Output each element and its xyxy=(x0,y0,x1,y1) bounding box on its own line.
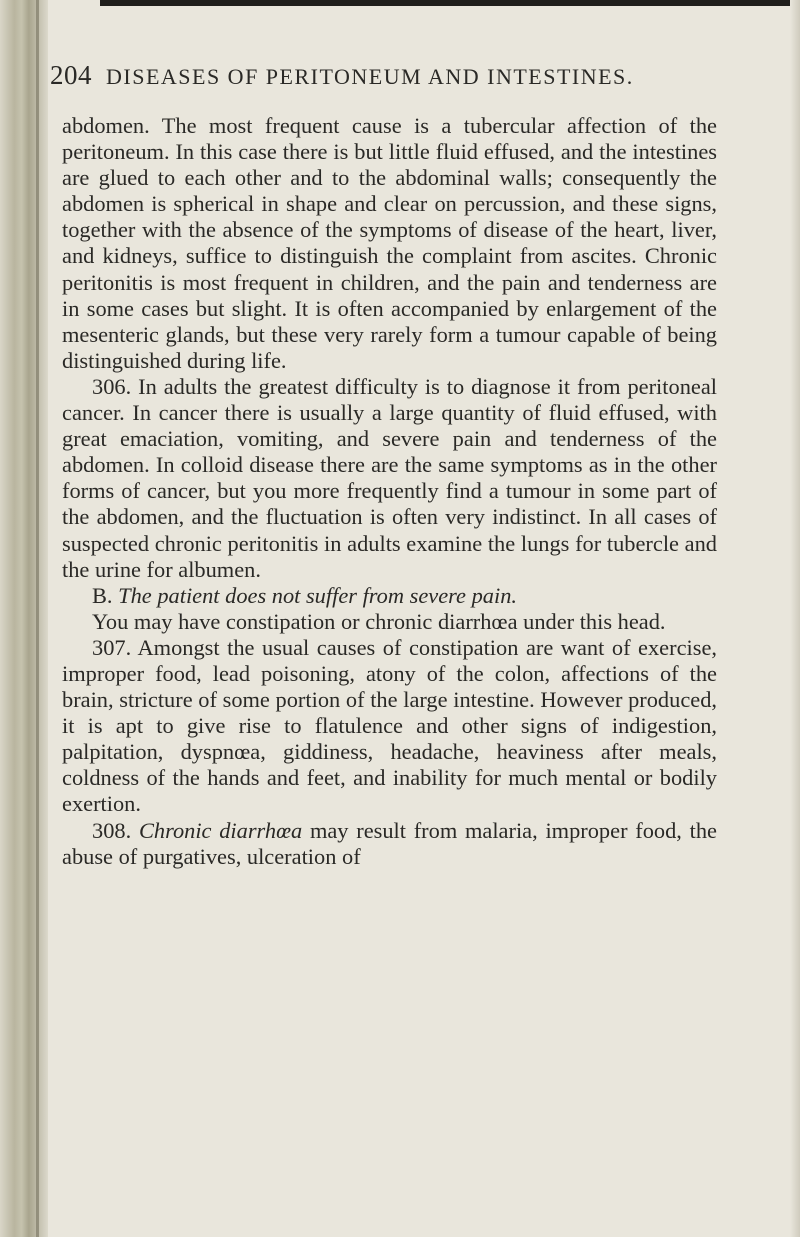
page-edge xyxy=(790,0,800,1237)
paragraph-section-b xyxy=(62,583,717,609)
paragraph-308 xyxy=(62,818,717,870)
running-head xyxy=(50,60,750,91)
book-page xyxy=(50,60,750,870)
paragraph-text: may result from malaria, improper food, the abuse of purgatives, ulceration of xyxy=(62,817,717,869)
paragraph-section-b-text xyxy=(62,609,717,635)
body-text xyxy=(62,113,717,870)
top-rule xyxy=(100,0,800,6)
paragraph-text: abdomen. The most frequent cause is a tubercular affection of the peritoneum. In this case there is but little fluid effused, and the intestines are glued to each other and to the abdominal walls; consequently the abdomen is spherical in shape and clear on percussion, and these signs, together with the absence of the symptoms of disease of the heart, liver, and kidneys, suffice to distinguish the complaint from ascites. Chronic peritonitis is most frequent in children, and the pain and tenderness are in some cases but slight. It is often accompanied by enlargement of the mesenteric glands, but these very rarely form a tumour capable of being distinguished during life. xyxy=(62,113,717,373)
section-heading: The patient does not suffer from severe pain. xyxy=(118,582,517,608)
running-title: DISEASES OF PERITONEUM AND INTESTINES. xyxy=(106,64,634,89)
paragraph-text: 306. In adults the greatest difficulty is to diagnose it from peritoneal cancer. In cancer there is usually a large quantity of fluid effused, with great emaciation, vomiting, and severe pain and tenderness of the abdomen. In colloid disease there are the same symptoms as in the other forms of cancer, but you more frequently find a tumour in some part of the abdomen, and the fluctuation is often very indistinct. In all cases of suspected chronic peritonitis in adults examine the lungs for tubercle and the urine for albumen. xyxy=(62,373,717,582)
paragraph-306 xyxy=(62,374,717,583)
section-letter: B. xyxy=(92,582,113,608)
paragraph-text: You may have constipation or chronic diarrhœa under this head. xyxy=(92,608,666,634)
page-gutter xyxy=(0,0,48,1237)
paragraph-text: 307. Amongst the usual causes of constipation are want of exercise, improper food, lead poisoning, atony of the colon, affections of the brain, stricture of some portion of the large intestine. However produced, it is apt to give rise to flatulence and other signs of indigestion, palpitation, dyspnœa, giddiness, headache, heaviness after meals, coldness of the hands and feet, and inability for much mental or bodily exertion. xyxy=(62,634,717,817)
page-number: 204 xyxy=(50,60,92,90)
paragraph-abdomen xyxy=(62,113,717,374)
paragraph-307 xyxy=(62,635,717,818)
paragraph-number: 308. xyxy=(92,817,132,843)
paragraph-heading: Chronic diarrhœa xyxy=(138,817,303,843)
gutter-line xyxy=(36,0,39,1237)
